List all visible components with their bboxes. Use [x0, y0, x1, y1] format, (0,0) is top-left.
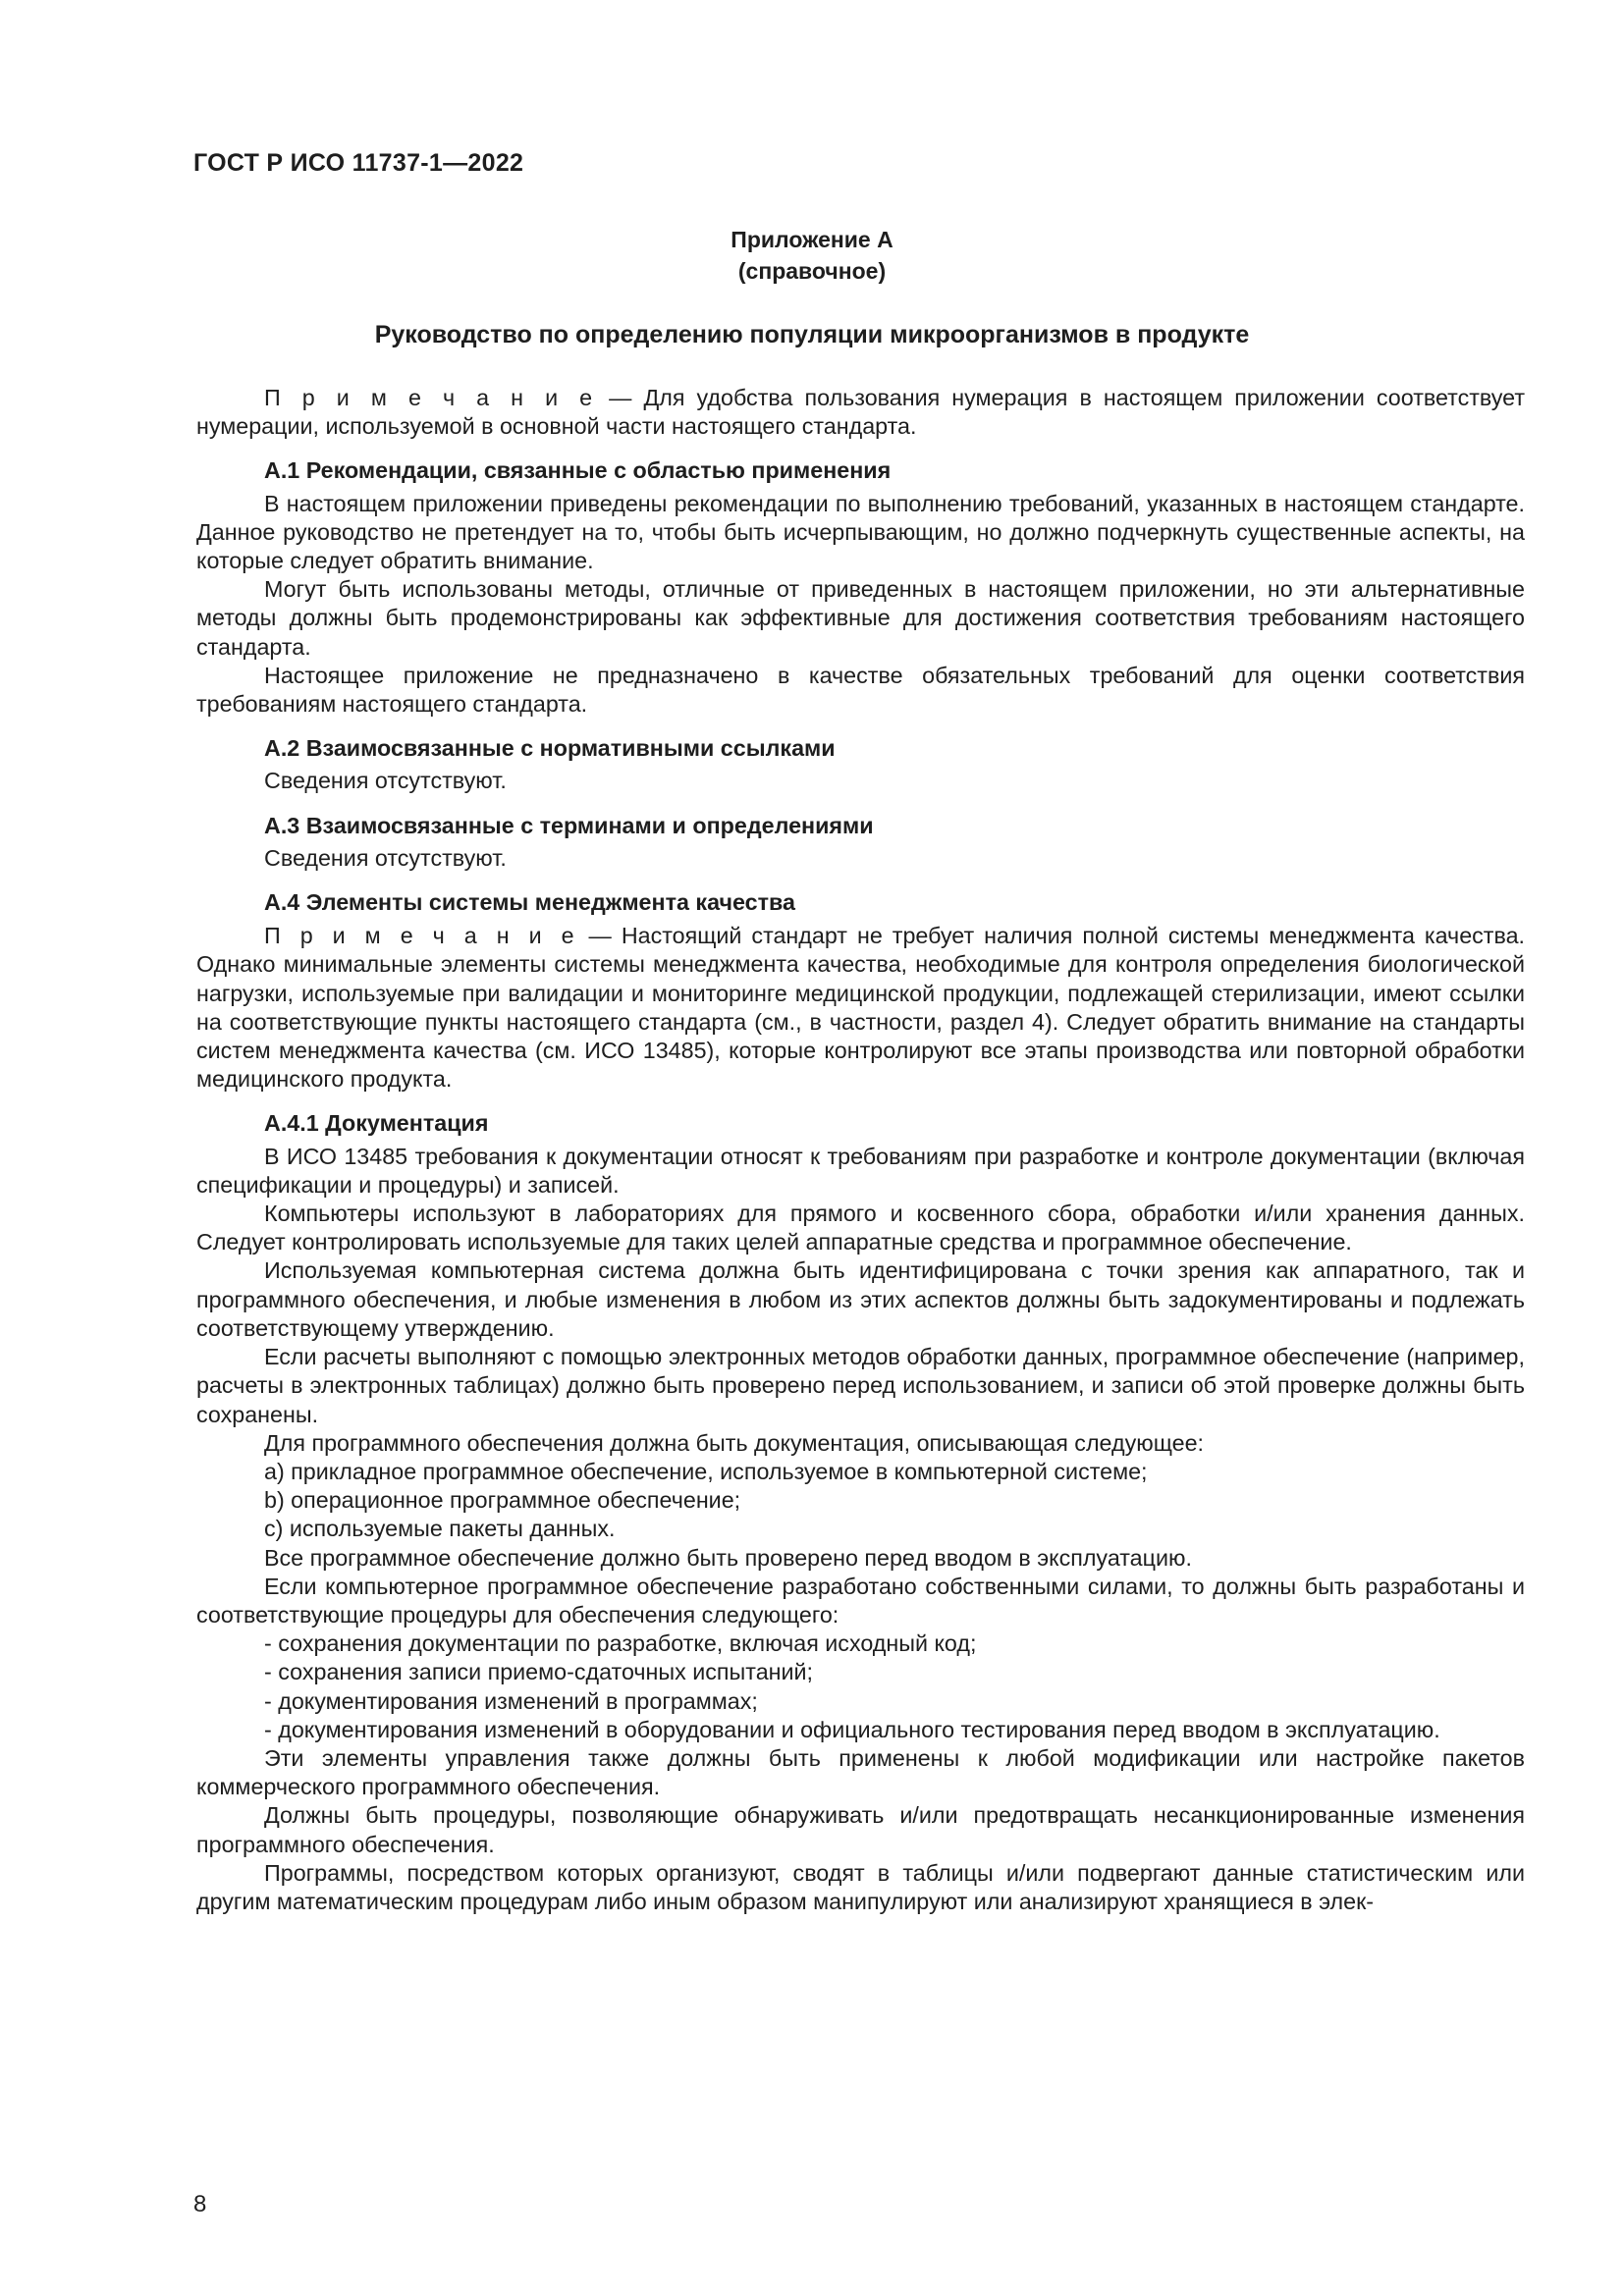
paragraph: Настоящее приложение не предназначено в качестве обязательных требований для оценки соответствия требованиям настоящего стандарта.	[196, 662, 1525, 718]
paragraph: В ИСО 13485 требования к документации относят к требованиям при разработке и контроле документации (включая спецификации и процедуры) и записей.	[196, 1143, 1525, 1198]
section-heading-a4: А.4 Элементы системы менеджмента качества	[264, 889, 795, 916]
list-item: с) используемые пакеты данных.	[264, 1516, 616, 1542]
list-item: - документирования изменений в оборудовании и официального тестирования перед вводом в эксплуатацию.	[264, 1716, 1440, 1742]
paragraph: Должны быть процедуры, позволяющие обнаруживать и/или предотвращать несанкционированные изменения программного обеспечения.	[196, 1802, 1525, 1857]
section-heading-a2: А.2 Взаимосвязанные с нормативными ссылками	[264, 735, 836, 762]
paragraph: Программы, посредством которых организуют, сводят в таблицы и/или подвергают данные статистическим или другим математическим процедурам либо иным образом манипулируют или анализируют хранящиеся в элек-	[196, 1859, 1525, 1914]
document-body	[196, 384, 1525, 1916]
list-item: b) операционное программное обеспечение;	[264, 1487, 741, 1514]
standard-designation: ГОСТ Р ИСО 11737-1—2022	[193, 149, 524, 177]
appendix-title: Приложение А	[731, 227, 893, 252]
paragraph: Все программное обеспечение должно быть проверено перед вводом в эксплуатацию.	[264, 1544, 1192, 1571]
paragraph: Используемая компьютерная система должна быть идентифицирована с точки зрения как аппаратного, так и программного обеспечения, и любые изменения в любом из этих аспектов должны быть задокументированы и подлежать соответствующему утверждению.	[196, 1257, 1525, 1341]
paragraph: Сведения отсутствуют.	[264, 768, 507, 794]
paragraph: В настоящем приложении приведены рекомендации по выполнению требований, указанных в настоящем стандарте. Данное руководство не претендует на то, чтобы быть исчерпывающим, но должно подчеркнуть существенные аспекты, на которые следует обратить внимание.	[196, 490, 1525, 574]
paragraph: Сведения отсутствуют.	[264, 844, 507, 871]
section-heading-a1: А.1 Рекомендации, связанные с областью применения	[264, 457, 892, 484]
paragraph: Для программного обеспечения должна быть документация, описывающая следующее:	[264, 1429, 1204, 1456]
paragraph: Эти элементы управления также должны быть применены к любой модификации или настройке пакетов коммерческого программного обеспечения.	[196, 1744, 1525, 1800]
paragraph: Если компьютерное программное обеспечение разработано собственными силами, то должны быть разработаны и соответствующие процедуры для обеспечения следующего:	[196, 1573, 1525, 1628]
section-heading-a41: А.4.1 Документация	[264, 1110, 489, 1137]
list-item: а) прикладное программное обеспечение, используемое в компьютерной системе;	[264, 1458, 1148, 1484]
intro-note	[196, 384, 1525, 441]
note-text: — Настоящий стандарт не требует наличия полной системы менеджмента качества. Однако минимальные элементы системы менеджмента качества, необходимые для контроля определения биологической нагрузки, используемые при валидации и мониторинге медицинской продукции, подлежащей стерилизации, имеют ссылки на соответствующие пункты настоящего стандарта (см., в частности, раздел 4). Следует обратить внимание на стандарты систем менеджмента качества (см. ИСО 13485), которые контролируют все этапы производства или повторной обработки медицинского продукта.	[196, 923, 1526, 1093]
a4-note	[196, 922, 1525, 1094]
page-number: 8	[193, 2191, 207, 2217]
appendix-subtitle: (справочное)	[737, 258, 887, 284]
section-heading-a3: А.3 Взаимосвязанные с терминами и определениями	[264, 812, 874, 838]
list-item: - сохранения записи приемо-сдаточных испытаний;	[264, 1659, 814, 1685]
note-text: — Для удобства пользования нумерация в настоящем приложении соответствует нумерации, используемой в основной части настоящего стандарта.	[196, 385, 1526, 440]
paragraph: Если расчеты выполняют с помощью электронных методов обработки данных, программное обеспечение (например, расчеты в электронных таблицах) должно быть проверено перед использованием, и записи об этой проверке должны быть сохранены.	[196, 1344, 1525, 1427]
note-label: П р и м е ч а н и е	[264, 385, 598, 410]
note-label: П р и м е ч а н и е	[264, 923, 579, 949]
list-item: - сохранения документации по разработке, включая исходный код;	[264, 1630, 977, 1657]
paragraph: Могут быть использованы методы, отличные от приведенных в настоящем приложении, но эти альтернативные методы должны быть продемонстрированы как эффективные для достижения соответствия требованиям настоящего стандарта.	[196, 576, 1525, 660]
appendix-heading: Руководство по определению популяции микроорганизмов в продукте	[374, 321, 1250, 348]
list-item: - документирования изменений в программах;	[264, 1687, 758, 1714]
paragraph: Компьютеры используют в лабораториях для прямого и косвенного сбора, обработки и/или хранения данных. Следует контролировать используемые для таких целей аппаратные средства и программное обеспечение.	[196, 1201, 1525, 1255]
